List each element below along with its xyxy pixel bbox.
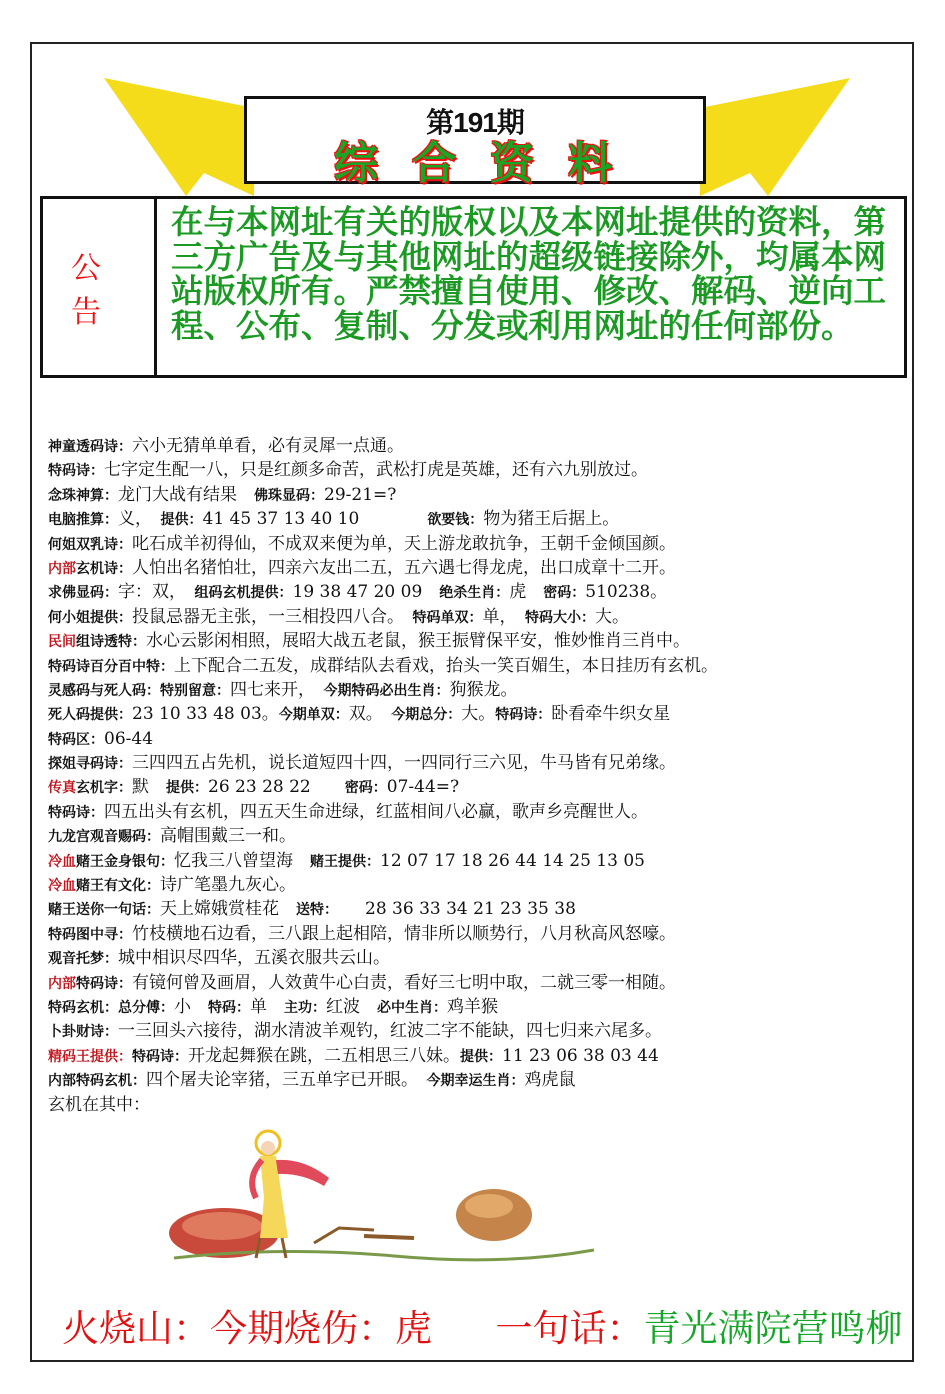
- illustration-figure-rocks: [164, 1118, 604, 1268]
- line-key: 特码单双：: [412, 609, 483, 626]
- line-value: 26 23 28 22: [208, 777, 345, 798]
- line-key: 今期总分：: [391, 707, 462, 724]
- info-line: [48, 678, 908, 702]
- info-line: [48, 532, 908, 556]
- line-key: 密码：: [344, 780, 387, 797]
- line-key: 特码图中寻：: [48, 926, 132, 943]
- line-key: 何小姐提供：: [48, 609, 132, 626]
- line-key: 提供：: [460, 1048, 502, 1065]
- line-value: 一三回头六接待，湖水清波羊观钓，红波二字不能缺，四七归来六尾多。: [118, 1021, 662, 1042]
- info-lines: [48, 434, 908, 1117]
- info-line: [48, 849, 908, 873]
- info-line: [48, 507, 908, 531]
- notice-label: 公告: [43, 199, 157, 375]
- footer-line: [62, 1298, 903, 1352]
- line-value: 六小无猜单单看，必有灵犀一点通。: [132, 436, 404, 456]
- info-line: [48, 824, 908, 848]
- line-key: 何姐双乳诗：: [48, 536, 132, 553]
- footer-fire-label: 火烧山：: [62, 1307, 210, 1350]
- line-key: 提供：: [166, 780, 208, 797]
- line-value: 19 38 47 20 09: [292, 582, 440, 603]
- line-key: 组诗透特：: [76, 634, 146, 651]
- footer-fire-value: 今期烧伤：虎: [210, 1307, 432, 1350]
- line-value: 红波: [326, 996, 377, 1017]
- line-key: 卜卦财诗：: [48, 1024, 118, 1041]
- line-value: 12 07 17 18 26 44 14 25 13 05: [380, 850, 645, 871]
- line-value: 物为猪王后据上。: [483, 509, 620, 530]
- info-line: [48, 1093, 908, 1117]
- line-key: 赌王有文化：: [76, 878, 160, 895]
- info-line: [48, 1068, 908, 1092]
- line-key: 特码：: [208, 999, 250, 1016]
- line-value: 玄机在其中：: [48, 1094, 150, 1115]
- line-value: 水心云影闲相照，展昭大战五老鼠，猴王振臂保平安，惟妙惟肖三肖中。: [146, 631, 690, 652]
- line-key: 传真: [48, 780, 76, 797]
- line-value: 竹枝横地石边看，三八跟上起相陪，情非所以顺势行，八月秋高风怒嚎。: [132, 923, 676, 944]
- line-key: 主功：: [284, 999, 326, 1016]
- info-line: [48, 751, 908, 775]
- line-key: 念珠神算：: [48, 487, 118, 504]
- line-key: 总分傅：: [118, 999, 174, 1016]
- line-key: 精码王提供：: [48, 1048, 132, 1065]
- line-key: 玄机诗：: [76, 560, 132, 577]
- line-value: 义，: [118, 509, 161, 530]
- info-line: [48, 458, 908, 482]
- line-key: 内部特码玄机：: [48, 1073, 146, 1090]
- info-line: [48, 946, 908, 970]
- line-key: 特码大小：: [525, 609, 595, 626]
- line-key: 欲要钱：: [427, 512, 484, 529]
- line-key: 内部: [48, 975, 76, 992]
- line-value: 开龙起舞猴在跳，二五相思三八妹。: [188, 1045, 460, 1066]
- line-key: 冷血: [48, 878, 76, 895]
- notice-text: 在与本网址有关的版权以及本网址提供的资料，第三方广告及与其他网址的超级链接除外，均属本网站版权所有。严禁擅自使用、修改、解码、逆向工程、公布、复制、分发或利用网址的任何部份。: [171, 202, 887, 345]
- line-key: 特码诗：: [48, 463, 104, 480]
- line-value: 单: [250, 996, 284, 1017]
- page-title: 综合资料: [334, 138, 646, 189]
- line-value: 四个屠夫论宰猪，三五单字已开眼。: [146, 1070, 427, 1091]
- line-value: 龙门大战有结果: [118, 484, 254, 505]
- footer-phrase-label: 一句话：: [495, 1307, 644, 1350]
- info-line: [48, 605, 908, 629]
- line-value: 投鼠忌器无主张，一三相投四八合。: [132, 606, 413, 627]
- line-key: 赌王提供：: [310, 853, 380, 870]
- line-key: 内部: [48, 560, 76, 577]
- line-key: 今期单双：: [278, 707, 349, 724]
- line-value: 有镜何曾及画眉，人效黄牛心白责，看好三七明中取，二就三零一相随。: [132, 972, 676, 993]
- line-value: 28 36 33 34 21 23 35 38: [331, 899, 576, 920]
- info-line: [48, 1019, 908, 1043]
- footer-phrase-value: 青光满院营鸣柳: [643, 1307, 903, 1350]
- line-value: 41 45 37 13 40 10: [202, 509, 428, 530]
- line-value: 双。: [348, 704, 392, 725]
- line-key: 赌王送你一句话：: [48, 902, 160, 919]
- line-key: 特码区：: [48, 731, 104, 748]
- line-value: 叱石成羊初得仙，不成双来便为单，天上游龙敢抗争，王朝千金倾国颜。: [132, 533, 676, 554]
- info-line: [48, 800, 908, 824]
- line-value: 单，: [482, 606, 525, 627]
- info-line: [48, 995, 908, 1019]
- line-key: 送特：: [296, 902, 331, 919]
- line-key: 特码诗：: [495, 707, 552, 724]
- line-value: 四五出头有玄机，四五天生命进绿，红蓝相间八必赢，歌声乡亮醒世人。: [104, 801, 648, 822]
- line-key: 神童透码诗：: [48, 439, 132, 455]
- line-key: 组码玄机提供：: [194, 585, 293, 602]
- line-value: 29-21=?: [324, 484, 397, 505]
- right-ribbon: [690, 78, 850, 198]
- info-line: [48, 1044, 908, 1068]
- line-key: 观音托梦：: [48, 951, 118, 968]
- info-line: [48, 580, 908, 604]
- info-line: [48, 629, 908, 653]
- line-key: 绝杀生肖：: [439, 585, 510, 602]
- line-key: 九龙宫观音赐码：: [48, 829, 160, 846]
- line-key: 必中生肖：: [377, 999, 447, 1016]
- title-box: [244, 96, 706, 189]
- notice-box: [40, 196, 907, 378]
- line-value: 七字定生配一八，只是红颜多命苦，武松打虎是英雄，还有六九别放过。: [104, 460, 648, 481]
- line-value: 11 23 06 38 03 44: [502, 1045, 659, 1066]
- line-key: 特码玄机：: [48, 999, 118, 1016]
- line-key: 死人码提供：: [48, 707, 132, 724]
- line-value: 卧看牵牛织女星: [551, 704, 671, 725]
- info-line: [48, 702, 908, 726]
- line-key: 特码诗：: [76, 975, 132, 992]
- left-ribbon: [104, 78, 264, 198]
- info-line: [48, 556, 908, 580]
- line-value: 鸡羊猴: [447, 996, 498, 1017]
- info-line: [48, 873, 908, 897]
- line-key: 特码诗：: [48, 804, 104, 821]
- line-value: 三四四五占先机，说长道短四十四，一四同行三六见，牛马皆有兄弟缘。: [132, 753, 676, 774]
- line-value: 鸡虎鼠: [524, 1070, 576, 1091]
- line-value: 510238。: [585, 582, 668, 603]
- line-key: 特码诗百分百中特：: [48, 658, 174, 675]
- info-line: [48, 654, 908, 678]
- line-key: 电脑推算：: [48, 512, 118, 529]
- line-value: 字：双，: [118, 582, 195, 603]
- line-key: 今期特码必出生肖：: [323, 682, 450, 699]
- line-value: 大。: [595, 606, 629, 627]
- info-line: [48, 434, 908, 458]
- line-key: 探姐寻码诗：: [48, 756, 132, 773]
- info-line: [48, 922, 908, 946]
- line-value: 狗猴龙。: [449, 679, 518, 700]
- info-line: [48, 897, 908, 921]
- line-key: 冷血: [48, 853, 76, 870]
- line-value: 忆我三八曾望海: [174, 850, 310, 871]
- info-line: [48, 727, 908, 751]
- info-line: [48, 483, 908, 507]
- issue-number: 第191期: [426, 107, 524, 138]
- line-value: 上下配合二五发，成群结队去看戏，抬头一笑百媚生，本日挂历有玄机。: [174, 655, 718, 676]
- line-key: 民间: [48, 634, 76, 651]
- line-key: 求佛显码：: [48, 585, 118, 602]
- line-key: 提供：: [160, 512, 203, 529]
- line-key: 佛珠显码：: [254, 487, 324, 504]
- line-key: 特码诗：: [132, 1048, 188, 1065]
- line-value: 07-44=?: [386, 777, 460, 798]
- line-value: 虎: [509, 582, 544, 603]
- info-line: [48, 775, 908, 799]
- line-value: 天上嫦娥赏桂花: [160, 899, 296, 920]
- info-line: [48, 971, 908, 995]
- line-key: 密码：: [543, 585, 586, 602]
- line-key: 赌王金身银句：: [76, 853, 174, 870]
- line-key: 灵感码与死人码：: [48, 682, 160, 699]
- line-key: 玄机字：: [76, 780, 132, 797]
- line-value: 人怕出名猪怕壮，四亲六友出二五，五六遇七得龙虎，出口成章十二开。: [132, 557, 676, 578]
- line-value: 23 10 33 48 03。: [132, 704, 279, 725]
- line-key: 今期幸运生肖：: [426, 1073, 525, 1090]
- line-value: 高帽围戴三一和。: [160, 826, 296, 847]
- line-value: 大。: [461, 704, 496, 725]
- line-value: 小: [174, 996, 208, 1017]
- line-value: 四七来开，: [230, 679, 324, 700]
- line-value: 诗广笔墨九灰心。: [160, 875, 296, 896]
- line-key: 特别留意：: [160, 682, 230, 699]
- line-value: 城中相识尽四华，五溪衣服共云山。: [118, 948, 390, 969]
- line-value: 06-44: [104, 728, 154, 749]
- line-value: 默: [132, 777, 166, 798]
